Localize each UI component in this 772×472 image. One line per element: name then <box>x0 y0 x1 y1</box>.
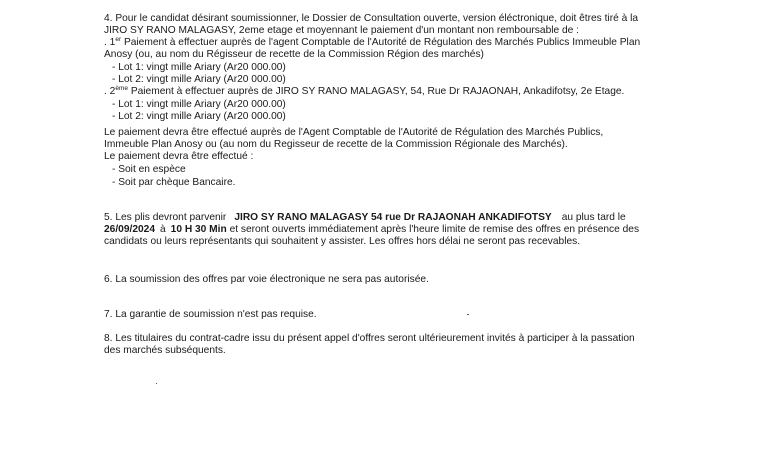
section5-deadline-label: au plus tard le <box>561 212 626 223</box>
scan-speck <box>467 314 469 315</box>
section5-line2-text: et seront ouverts immédiatement après l'heure limite de remise des offres en présence des <box>229 224 640 235</box>
payment-mode-title: Le paiement devra être effectué : <box>104 151 254 162</box>
section5-address: JIRO SY RANO MALAGASY 54 rue Dr RAJAONAH ANKADIFOTSY <box>234 212 552 223</box>
payment-1-number: . 1 <box>104 37 116 48</box>
section4-line2: JIRO SY RANO MALAGASY, 2eme etage et moyennant le paiement d'un montant non remboursable de : <box>104 25 579 36</box>
section5-a: à <box>160 224 166 235</box>
lot2-amount-a: - Lot 2: vingt mille Ariary (Ar20 000.00) <box>112 74 286 85</box>
payment-2-number: . 2 <box>104 86 116 97</box>
section6-text: 6. La soumission des offres par voie électronique ne sera pas autorisée. <box>104 274 429 285</box>
section5-line2 <box>104 224 639 236</box>
payment-1-line <box>104 37 640 49</box>
payment-note-line2: Immeuble Plan Anosy ou (au nom du Regisseur de recette de la Commission Régionale des Marchés). <box>104 139 568 150</box>
section7-text: 7. La garantie de soumission n'est pas requise. <box>104 309 317 320</box>
payment-1-line2: Anosy (ou, au nom du Régisseur de recette de la Commission Région des marchés) <box>104 49 484 60</box>
payment-2-text: Paiement à effectuer auprès de JIRO SY RANO MALAGASY, 54, Rue Dr RAJAONAH, Ankadifotsy, 2e Etage. <box>127 86 625 97</box>
payment-2-line <box>104 86 624 98</box>
section8-line2: des marchés subséquents. <box>104 345 226 356</box>
section4-line1: 4. Pour le candidat désirant soumissionner, le Dossier de Consultation ouverte, version éléctronique, doit êtres tiré à la <box>104 13 639 24</box>
lot2-amount-b: - Lot 2: vingt mille Ariary (Ar20 000.00) <box>112 111 286 122</box>
section5-line3: candidats ou leurs représentants qui souhaitent y assister. Les offres hors délai ne seront pas recevables. <box>104 236 581 247</box>
lot1-amount-b: - Lot 1: vingt mille Ariary (Ar20 000.00) <box>112 99 286 110</box>
payment-2-superscript: ème <box>115 85 128 92</box>
section5-line1 <box>104 212 626 224</box>
lot1-amount-a: - Lot 1: vingt mille Ariary (Ar20 000.00) <box>112 62 286 73</box>
section5-date: 26/09/2024 <box>104 224 155 235</box>
scan-speck <box>156 383 157 384</box>
payment-1-superscript: er <box>115 36 122 43</box>
payment-note-line1: Le paiement devra être effectué auprès de l'Agent Comptable de l'Autorité de Régulation des Marchés Publics, <box>104 127 604 138</box>
payment-mode-cheque: - Soit par chèque Bancaire. <box>112 177 236 188</box>
payment-mode-cash: - Soit en espèce <box>112 164 186 175</box>
section8-line1: 8. Les titulaires du contrat-cadre issu du présent appel d'offres seront ultérieurement invités à participer à la passation <box>104 333 635 344</box>
payment-1-text: Paiement à effectuer auprès de l'agent Comptable de l'Autorité de Régulation des Marchés Publics Immeuble Plan <box>121 37 641 48</box>
section5-prefix: 5. Les plis devront parvenir <box>104 212 227 223</box>
section5-time: 10 H 30 Min <box>170 224 227 235</box>
